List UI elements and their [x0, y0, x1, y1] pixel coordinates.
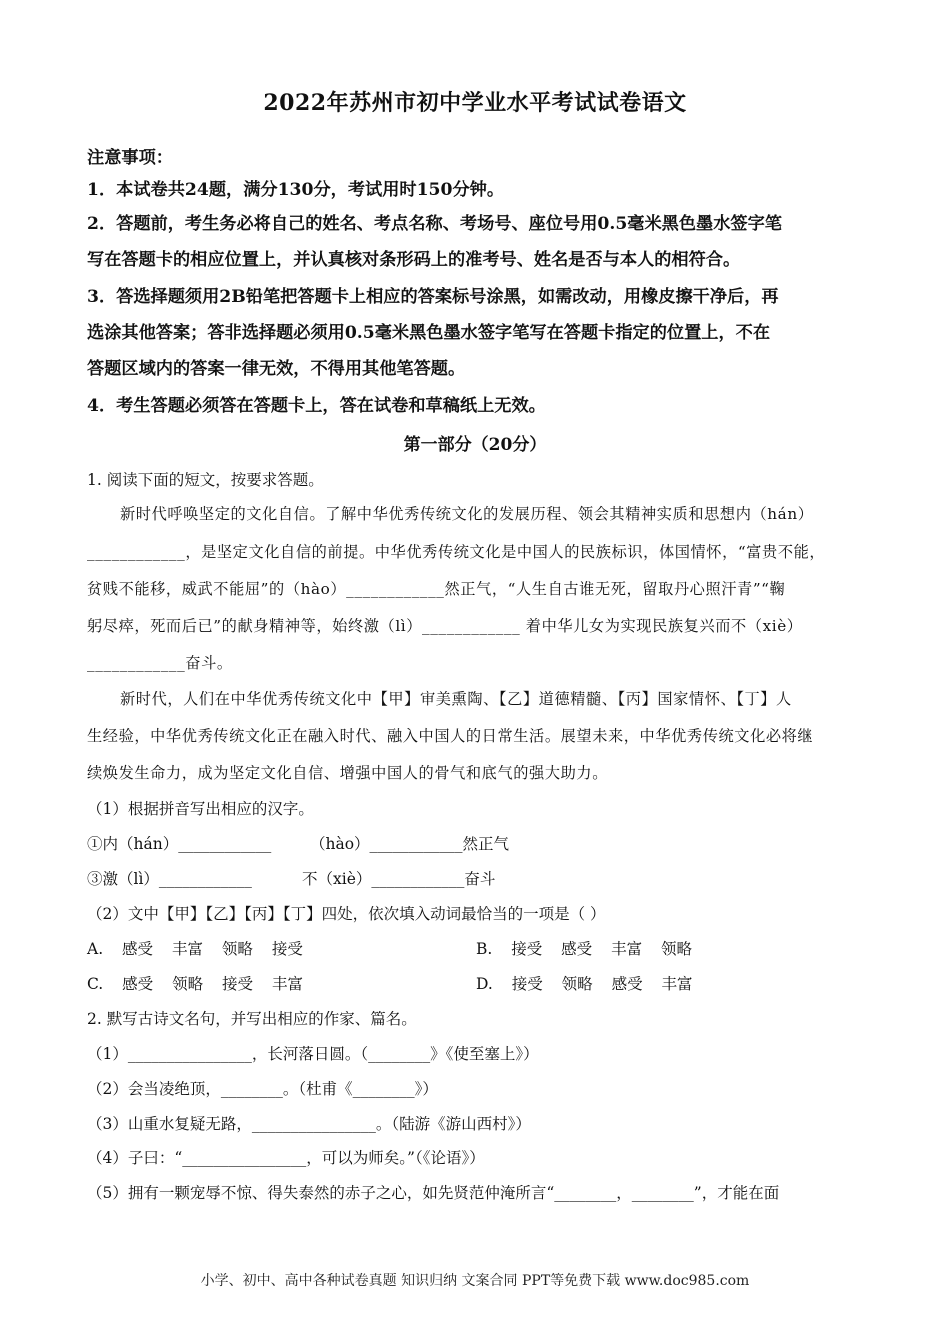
notice-line: 答题区域内的答案一律无效，不得用其他笔答题。 — [87, 359, 466, 379]
notice-line: 1．本试卷共24题，满分130分，考试用时150分钟。 — [87, 180, 505, 200]
notice-line: 4．考生答题必须答在答题卡上，答在试卷和草稿纸上无效。 — [87, 396, 546, 416]
notice-line: 2．答题前，考生务必将自己的姓名、考点名称、考场号、座位号用0.5毫米黑色墨水签字笔 — [87, 214, 782, 234]
sub-question-1: （1）根据拼音写出相应的汉字。 — [87, 800, 314, 818]
recitation-item[interactable]: （2）会当凌绝顶，________。（杜甫《________》） — [87, 1080, 438, 1098]
notice-line: 3．答选择题须用2B铅笔把答题卡上相应的答案标号涂黑，如需改动，用橡皮擦干净后，再 — [87, 287, 779, 307]
page-title: 2022年苏州市初中学业水平考试试卷语文 — [263, 90, 687, 116]
option-c[interactable]: C. 感受 领略 接受 丰富 — [87, 975, 303, 993]
footer-watermark: 小学、初中、高中各种试卷真题 知识归纳 文案合同 PPT等免费下载 www.doc985.com — [200, 1273, 750, 1289]
passage-line: ____________奋斗。 — [87, 654, 233, 672]
pinyin-blank[interactable]: 不（xiè）____________奋斗 — [302, 870, 496, 888]
question-2-stem: 2. 默写古诗文名句，并写出相应的作家、篇名。 — [87, 1010, 417, 1028]
recitation-item[interactable]: （1）________________，长河落日圆。（________》《使至塞上》） — [87, 1045, 539, 1063]
pinyin-blank[interactable]: ③激（lì）____________ — [87, 870, 252, 888]
recitation-item[interactable]: （4）子曰：“________________，可以为师矣。”（《论语》） — [87, 1149, 485, 1167]
passage-line: 躬尽瘁，死而后已”的献身精神等，始终激（lì）____________ 着中华儿女为实现民族复兴而不（xiè） — [87, 617, 803, 635]
notice-heading: 注意事项： — [87, 148, 173, 168]
recitation-item[interactable]: （3）山重水复疑无路，________________。（陆游《游山西村》） — [87, 1115, 531, 1133]
notice-line: 写在答题卡的相应位置上，并认真核对条形码上的准考号、姓名是否与本人的相符合。 — [87, 250, 741, 270]
section-heading: 第一部分（20分） — [403, 435, 547, 455]
question-1-stem: 1. 阅读下面的短文，按要求答题。 — [87, 471, 324, 489]
sub-question-2: （2）文中【甲】【乙】【丙】【丁】四处，依次填入动词最恰当的一项是（ ） — [87, 905, 606, 923]
passage-line: 生经验，中华优秀传统文化正在融入时代、融入中国人的日常生活。展望未来，中华优秀传统文化必将继 — [87, 727, 814, 745]
notice-line: 选涂其他答案；答非选择题必须用0.5毫米黑色墨水签字笔写在答题卡指定的位置上，不在 — [87, 323, 771, 343]
option-d[interactable]: D. 接受 领略 感受 丰富 — [476, 975, 693, 993]
passage-line: 新时代，人们在中华优秀传统文化中【甲】审美熏陶、【乙】道德精髓、【丙】国家情怀、【丁】人 — [120, 690, 792, 708]
passage-line: 新时代呼唤坚定的文化自信。了解中华优秀传统文化的发展历程、领会其精神实质和思想内（hán） — [120, 505, 814, 523]
pinyin-blank[interactable]: ①内（hán）____________ — [87, 835, 272, 853]
passage-line: ____________，是坚定文化自信的前提。中华优秀传统文化是中国人的民族标识，体国情怀，“富贵不能， — [87, 543, 826, 561]
passage-line: 贫贱不能移，威武不能屈”的（hào）____________然正气，“人生自古谁无死，留取丹心照汗青”“鞠 — [87, 580, 786, 598]
recitation-item[interactable]: （5）拥有一颗宠辱不惊、得失泰然的赤子之心，如先贤范仲淹所言“________，________”，才能在面 — [87, 1184, 780, 1202]
pinyin-blank[interactable]: （hào）____________然正气 — [310, 835, 510, 853]
option-b[interactable]: B. 接受 感受 丰富 领略 — [476, 940, 693, 958]
passage-line: 续焕发生命力，成为坚定文化自信、增强中国人的骨气和底气的强大助力。 — [87, 764, 608, 782]
option-a[interactable]: A. 感受 丰富 领略 接受 — [87, 940, 303, 958]
